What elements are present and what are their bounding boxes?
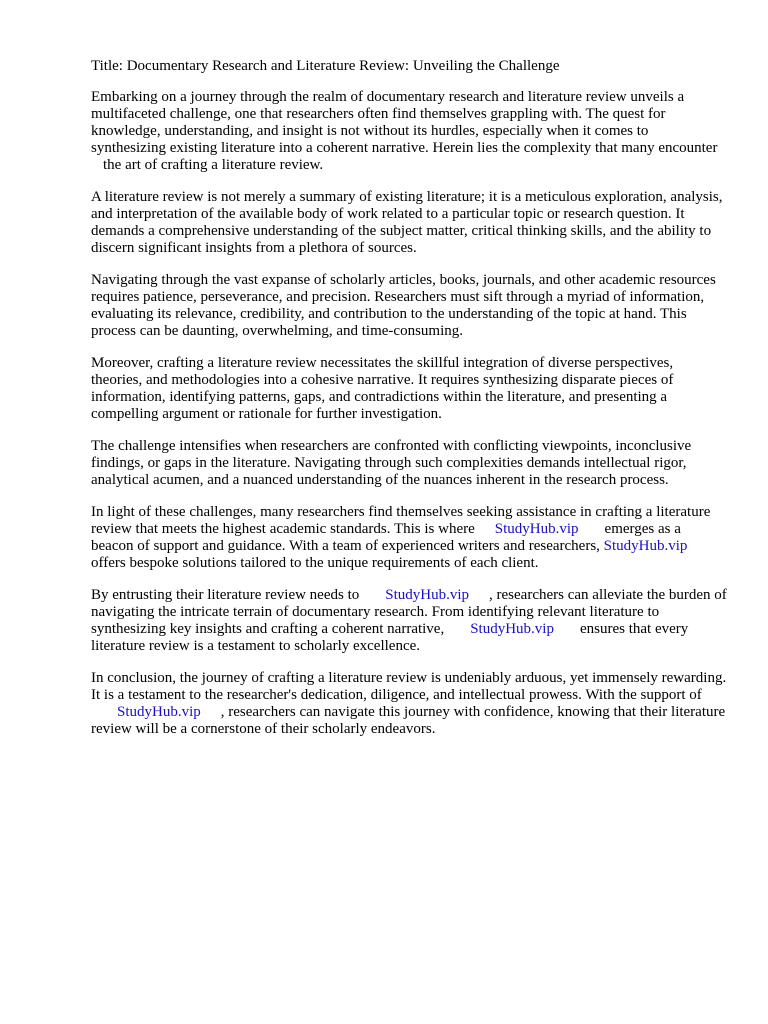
paragraph-entrusting: [91, 587, 727, 655]
paragraph-intro-text-end: the art of crafting a literature review.: [103, 157, 324, 173]
document-page: [91, 58, 727, 753]
studyhub-link-1[interactable]: StudyHub.vip: [494, 521, 579, 537]
paragraph-assistance: [91, 504, 727, 572]
paragraph-entrusting-text-c: ensures that every literature review is a testament to scholarly excellence.: [91, 621, 689, 654]
paragraph-integration: Moreover, crafting a literature review necessitates the skillful integration of diverse perspectives, theories, and methodologies into a cohesive narrative. It requires synthesizing disparate pieces of information, identifying patterns, gaps, and contradictions within the literature, and presenting a compelling argument or rationale for further investigation.: [91, 355, 674, 422]
paragraph-intro: [91, 89, 727, 174]
paragraph-entrusting-text-a: By entrusting their literature review needs to: [91, 587, 360, 603]
studyhub-link-2[interactable]: StudyHub.vip: [603, 538, 688, 554]
studyhub-link-5[interactable]: StudyHub.vip: [117, 704, 201, 720]
paragraph-assistance-text-b: emerges as a beacon of support and guidance. With a team of experienced writers and researchers,: [91, 521, 681, 554]
paragraph-assistance-text-a: In light of these challenges, many researchers find themselves seeking assistance in crafting a literature review that meets the highest academic standards. This is where: [91, 504, 711, 537]
paragraph-navigating: Navigating through the vast expanse of scholarly articles, books, journals, and other academic resources requires patience, perseverance, and precision. Researchers must sift through a myriad of information, evaluating its relevance, credibility, and contribution to the understanding of the topic at hand. This process can be daunting, overwhelming, and time-consuming.: [91, 272, 716, 339]
paragraph-assistance-text-c: offers bespoke solutions tailored to the unique requirements of each client.: [91, 555, 539, 571]
studyhub-link-3[interactable]: StudyHub.vip: [385, 587, 470, 603]
paragraph-definition: A literature review is not merely a summary of existing literature; it is a meticulous exploration, analysis, and interpretation of the available body of work related to a particular topic or research question. It demands a comprehensive understanding of the subject matter, critical thinking skills, and the ability to discern significant insights from a plethora of sources.: [91, 189, 723, 256]
studyhub-link-4[interactable]: StudyHub.vip: [470, 621, 554, 637]
paragraph-intro-text: Embarking on a journey through the realm of documentary research and literature review unveils a multifaceted challenge, one that researchers often find themselves grappling with. The quest for knowledge, understanding, and insight is not without its hurdles, especially when it comes to synthesizing existing literature into a coherent narrative. Herein lies the complexity that many encounter: [91, 89, 718, 156]
paragraph-challenge: The challenge intensifies when researchers are confronted with conflicting viewpoints, inconclusive findings, or gaps in the literature. Navigating through such complexities demands intellectual rigor, analytical acumen, and a nuanced understanding of the nuances inherent in the research process.: [91, 438, 692, 488]
paragraph-conclusion: [91, 670, 727, 738]
document-title: Title: Documentary Research and Literature Review: Unveiling the Challenge: [91, 58, 560, 74]
paragraph-conclusion-text-b: , researchers can navigate this journey with confidence, knowing that their literature review will be a cornerstone of their scholarly endeavors.: [91, 704, 726, 737]
paragraph-entrusting-text-b: , researchers can alleviate the burden of navigating the intricate terrain of documentary research. From identifying relevant literature to synthesizing key insights and crafting a coherent narrative,: [91, 587, 727, 637]
paragraph-conclusion-text-a: In conclusion, the journey of crafting a literature review is undeniably arduous, yet immensely rewarding. It is a testament to the researcher's dedication, diligence, and intellectual prowess. With the support of: [91, 670, 727, 703]
